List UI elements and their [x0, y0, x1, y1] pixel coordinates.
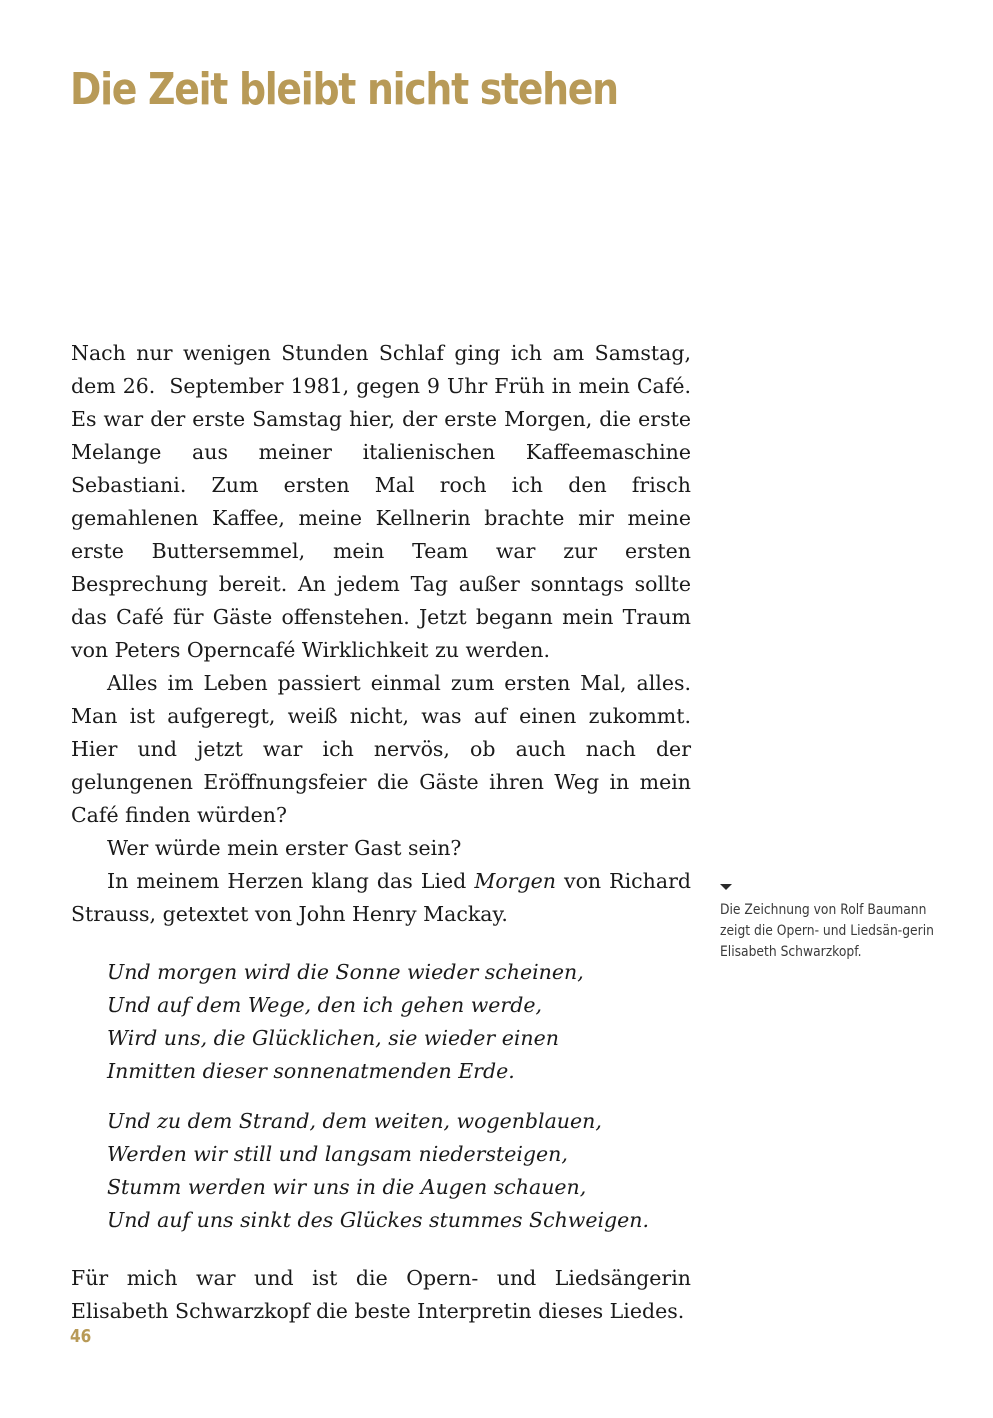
poem-line: Werden wir still und langsam niedersteigen, [107, 1142, 568, 1166]
song-title: Morgen [474, 869, 556, 893]
paragraph-text: von Richard Strauss, getextet von John Henry Mackay. [71, 869, 692, 926]
caption-text: Die Zeichnung von Rolf Baumann zeigt die Opern- und Liedsän-gerin Elisabeth Schwarzkopf. [720, 902, 934, 960]
poem-line: Stumm werden wir uns in die Augen schauen, [107, 1175, 587, 1199]
page-number: 46 [70, 1326, 92, 1347]
poem-line: Und morgen wird die Sonne wieder scheinen, [107, 960, 584, 984]
poem-line: Und zu dem Strand, dem weiten, wogenblauen, [107, 1109, 602, 1133]
poem-line: Und auf dem Wege, den ich gehen werde, [107, 993, 542, 1017]
poem-line: Wird uns, die Glücklichen, sie wieder einen [107, 1026, 559, 1050]
body-paragraph-2: Alles im Leben passiert einmal zum ersten Mal, alles. Man ist aufgeregt, weiß nicht, was auf einen zukommt. Hier und jetzt war ich nervös, ob auch nach der gelungenen Eröffnungsfeier die Gäste ihren Weg in mein Café finden würden? [71, 671, 691, 827]
image-caption [720, 884, 935, 963]
poem-line: Inmitten dieser sonnenatmenden Erde. [107, 1059, 515, 1083]
triangle-down-icon [720, 884, 732, 890]
poem-stanza-1 [71, 956, 691, 1088]
main-text-column [71, 337, 691, 1328]
poem-line: Und auf uns sinkt des Glückes stummes Schweigen. [107, 1208, 649, 1232]
body-paragraph-3: Wer würde mein erster Gast sein? [107, 836, 462, 860]
body-paragraph-5: Für mich war und ist die Opern- und Liedsängerin Elisabeth Schwarzkopf die beste Interpretin dieses Liedes. [71, 1266, 691, 1323]
paragraph-text: In meinem Herzen klang das Lied [107, 869, 475, 893]
poem-stanza-2 [71, 1105, 691, 1237]
body-paragraph-1: Nach nur wenigen Stunden Schlaf ging ich am Samstag, dem 26. September 1981, gegen 9 Uhr Früh in mein Café. Es war der erste Samstag hier, der erste Morgen, die erste Melange aus meiner italienischen Kaffeemaschine Sebastiani. Zum ersten Mal roch ich den frisch gemahlenen Kaffee, meine Kellnerin brachte mir meine erste Buttersemmel, mein Team war zur ersten Besprechung bereit. An jedem Tag außer sonntags sollte das Café für Gäste offenstehen. Jetzt begann mein Traum von Peters Operncafé Wirklichkeit zu werden. [71, 341, 691, 662]
page-title: Die Zeit bleibt nicht stehen [70, 64, 618, 115]
body-paragraph-4 [71, 865, 691, 931]
